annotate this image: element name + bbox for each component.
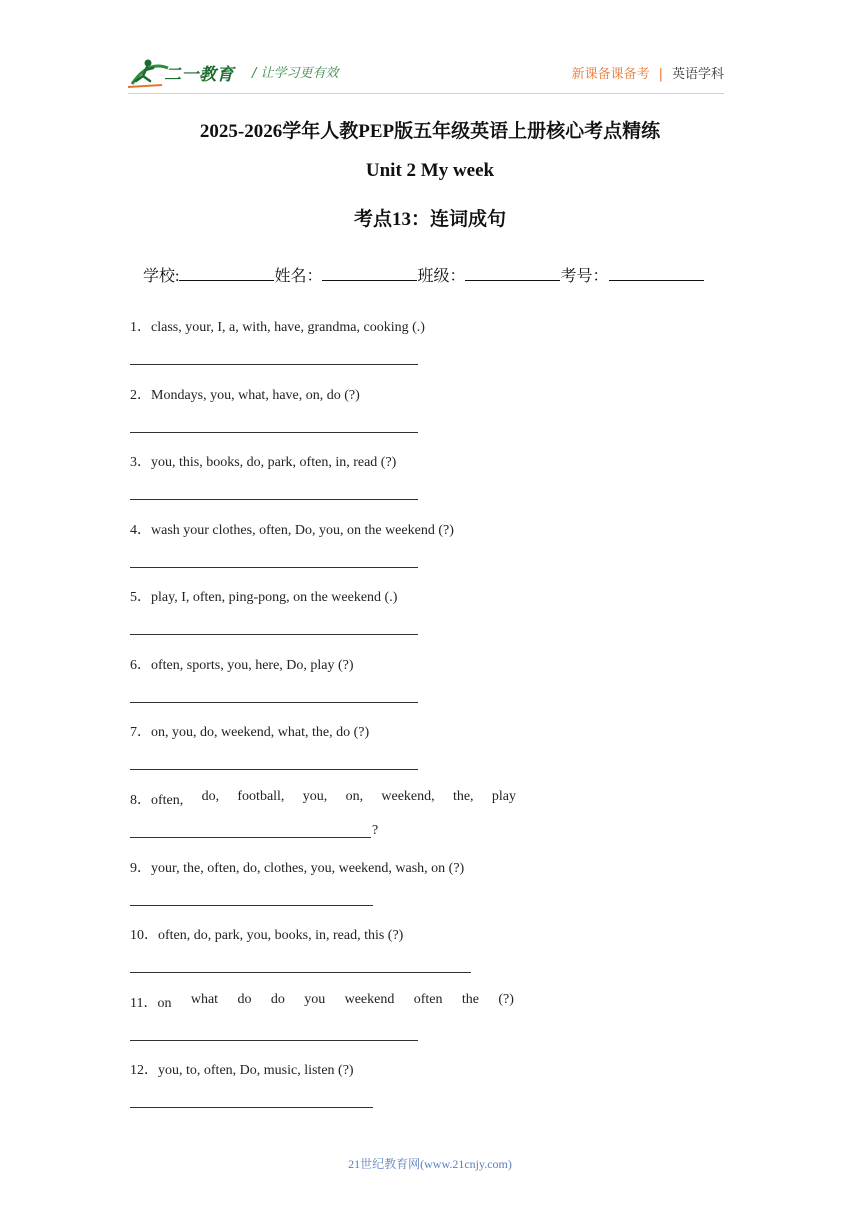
question-text: play, I, often, ping-pong, on the weekend (.) <box>151 590 398 605</box>
answer-line-9[interactable] <box>130 905 373 906</box>
header-tag-subject: 英语学科 <box>671 67 724 82</box>
page-header <box>128 50 724 94</box>
question-2 <box>130 384 360 404</box>
logo-text: 二一教育 <box>164 65 234 85</box>
question-1 <box>130 316 425 336</box>
answer-line-6[interactable] <box>130 702 418 703</box>
question-text: wash your clothes, often, Do, you, on the weekend (?) <box>151 523 454 538</box>
question-number: 12． <box>130 1063 158 1078</box>
question-word: do, <box>201 789 220 804</box>
question-text: class, your, I, a, with, have, grandma, cooking (.) <box>151 320 425 335</box>
question-word: play <box>491 789 516 804</box>
question-word: you, <box>302 789 328 804</box>
header-tag-primary: 新课备课备考 <box>571 67 650 82</box>
question-text: you, this, books, do, park, often, in, read (?) <box>151 455 397 470</box>
school-label: 学校: <box>143 268 180 285</box>
name-label: 姓名： <box>274 268 323 285</box>
student-info-row <box>143 263 704 286</box>
answer-line-5[interactable] <box>130 634 418 635</box>
header-divider <box>128 93 724 94</box>
class-blank[interactable] <box>465 265 560 281</box>
question-number: 4． <box>130 523 151 538</box>
question-12 <box>130 1059 354 1079</box>
question-text: your, the, often, do, clothes, you, weekend, wash, on (?) <box>151 861 465 876</box>
question-text: you, to, often, Do, music, listen (?) <box>158 1063 354 1078</box>
exam-no-label: 考号： <box>560 268 609 285</box>
question-number: 3． <box>130 455 151 470</box>
answer-line-11[interactable] <box>130 1040 418 1041</box>
question-word: weekend, <box>381 789 435 804</box>
question-number: 5． <box>130 590 151 605</box>
question-8 <box>130 789 516 809</box>
answer-line-2[interactable] <box>130 432 418 433</box>
header-separator: | <box>658 67 663 82</box>
answer-line-12[interactable] <box>130 1107 373 1108</box>
class-label: 班级： <box>417 268 466 285</box>
question-7 <box>130 721 369 741</box>
question-word: on <box>157 996 172 1011</box>
question-word: do <box>237 992 252 1007</box>
answer-line-1[interactable] <box>130 364 418 365</box>
question-number: 1． <box>130 320 151 335</box>
answer-line-8[interactable] <box>130 837 371 838</box>
question-11 <box>130 992 514 1012</box>
exam-no-blank[interactable] <box>609 265 704 281</box>
question-8-punctuation: ? <box>372 823 379 838</box>
topic-title: 考点13：连词成句 <box>353 209 506 230</box>
question-text: Mondays, you, what, have, on, do (?) <box>151 388 360 403</box>
question-word: often <box>413 992 443 1007</box>
question-text: often, do, park, you, books, in, read, this (?) <box>158 928 404 943</box>
unit-title: Unit 2 My week <box>365 160 495 181</box>
question-number: 9． <box>130 861 151 876</box>
page-title: 2025-2026学年人教PEP版五年级英语上册核心考点精练 <box>199 121 661 142</box>
question-word: often, <box>151 793 184 808</box>
question-word: football, <box>237 789 285 804</box>
question-number: 6． <box>130 658 151 673</box>
question-word: do <box>270 992 285 1007</box>
question-word: the <box>461 992 479 1007</box>
question-word: you <box>304 992 326 1007</box>
question-number: 7． <box>130 725 151 740</box>
answer-line-4[interactable] <box>130 567 418 568</box>
header-right <box>572 63 724 82</box>
question-word: (?) <box>498 992 514 1007</box>
name-blank[interactable] <box>322 265 417 281</box>
question-number: 10． <box>130 928 158 943</box>
question-10 <box>130 924 403 944</box>
school-blank[interactable] <box>179 265 274 281</box>
question-number: 8． <box>130 793 151 808</box>
answer-line-10[interactable] <box>130 972 471 973</box>
question-text: on, you, do, weekend, what, the, do (?) <box>151 725 370 740</box>
question-word: on, <box>345 789 364 804</box>
question-number: 2． <box>130 388 151 403</box>
slogan: / 让学习更有效 <box>252 66 339 81</box>
question-word: weekend <box>344 992 395 1007</box>
question-9 <box>130 857 464 877</box>
question-3 <box>130 451 396 471</box>
question-word: the, <box>452 789 474 804</box>
question-word: what <box>190 992 219 1007</box>
question-4 <box>130 519 454 539</box>
answer-line-7[interactable] <box>130 769 418 770</box>
answer-line-3[interactable] <box>130 499 418 500</box>
page-footer: 21世纪教育网(www.21cnjy.com) <box>348 1157 512 1171</box>
question-text: often, sports, you, here, Do, play (?) <box>151 658 354 673</box>
question-6 <box>130 654 354 674</box>
question-5 <box>130 586 397 606</box>
question-number: 11． <box>130 996 158 1011</box>
